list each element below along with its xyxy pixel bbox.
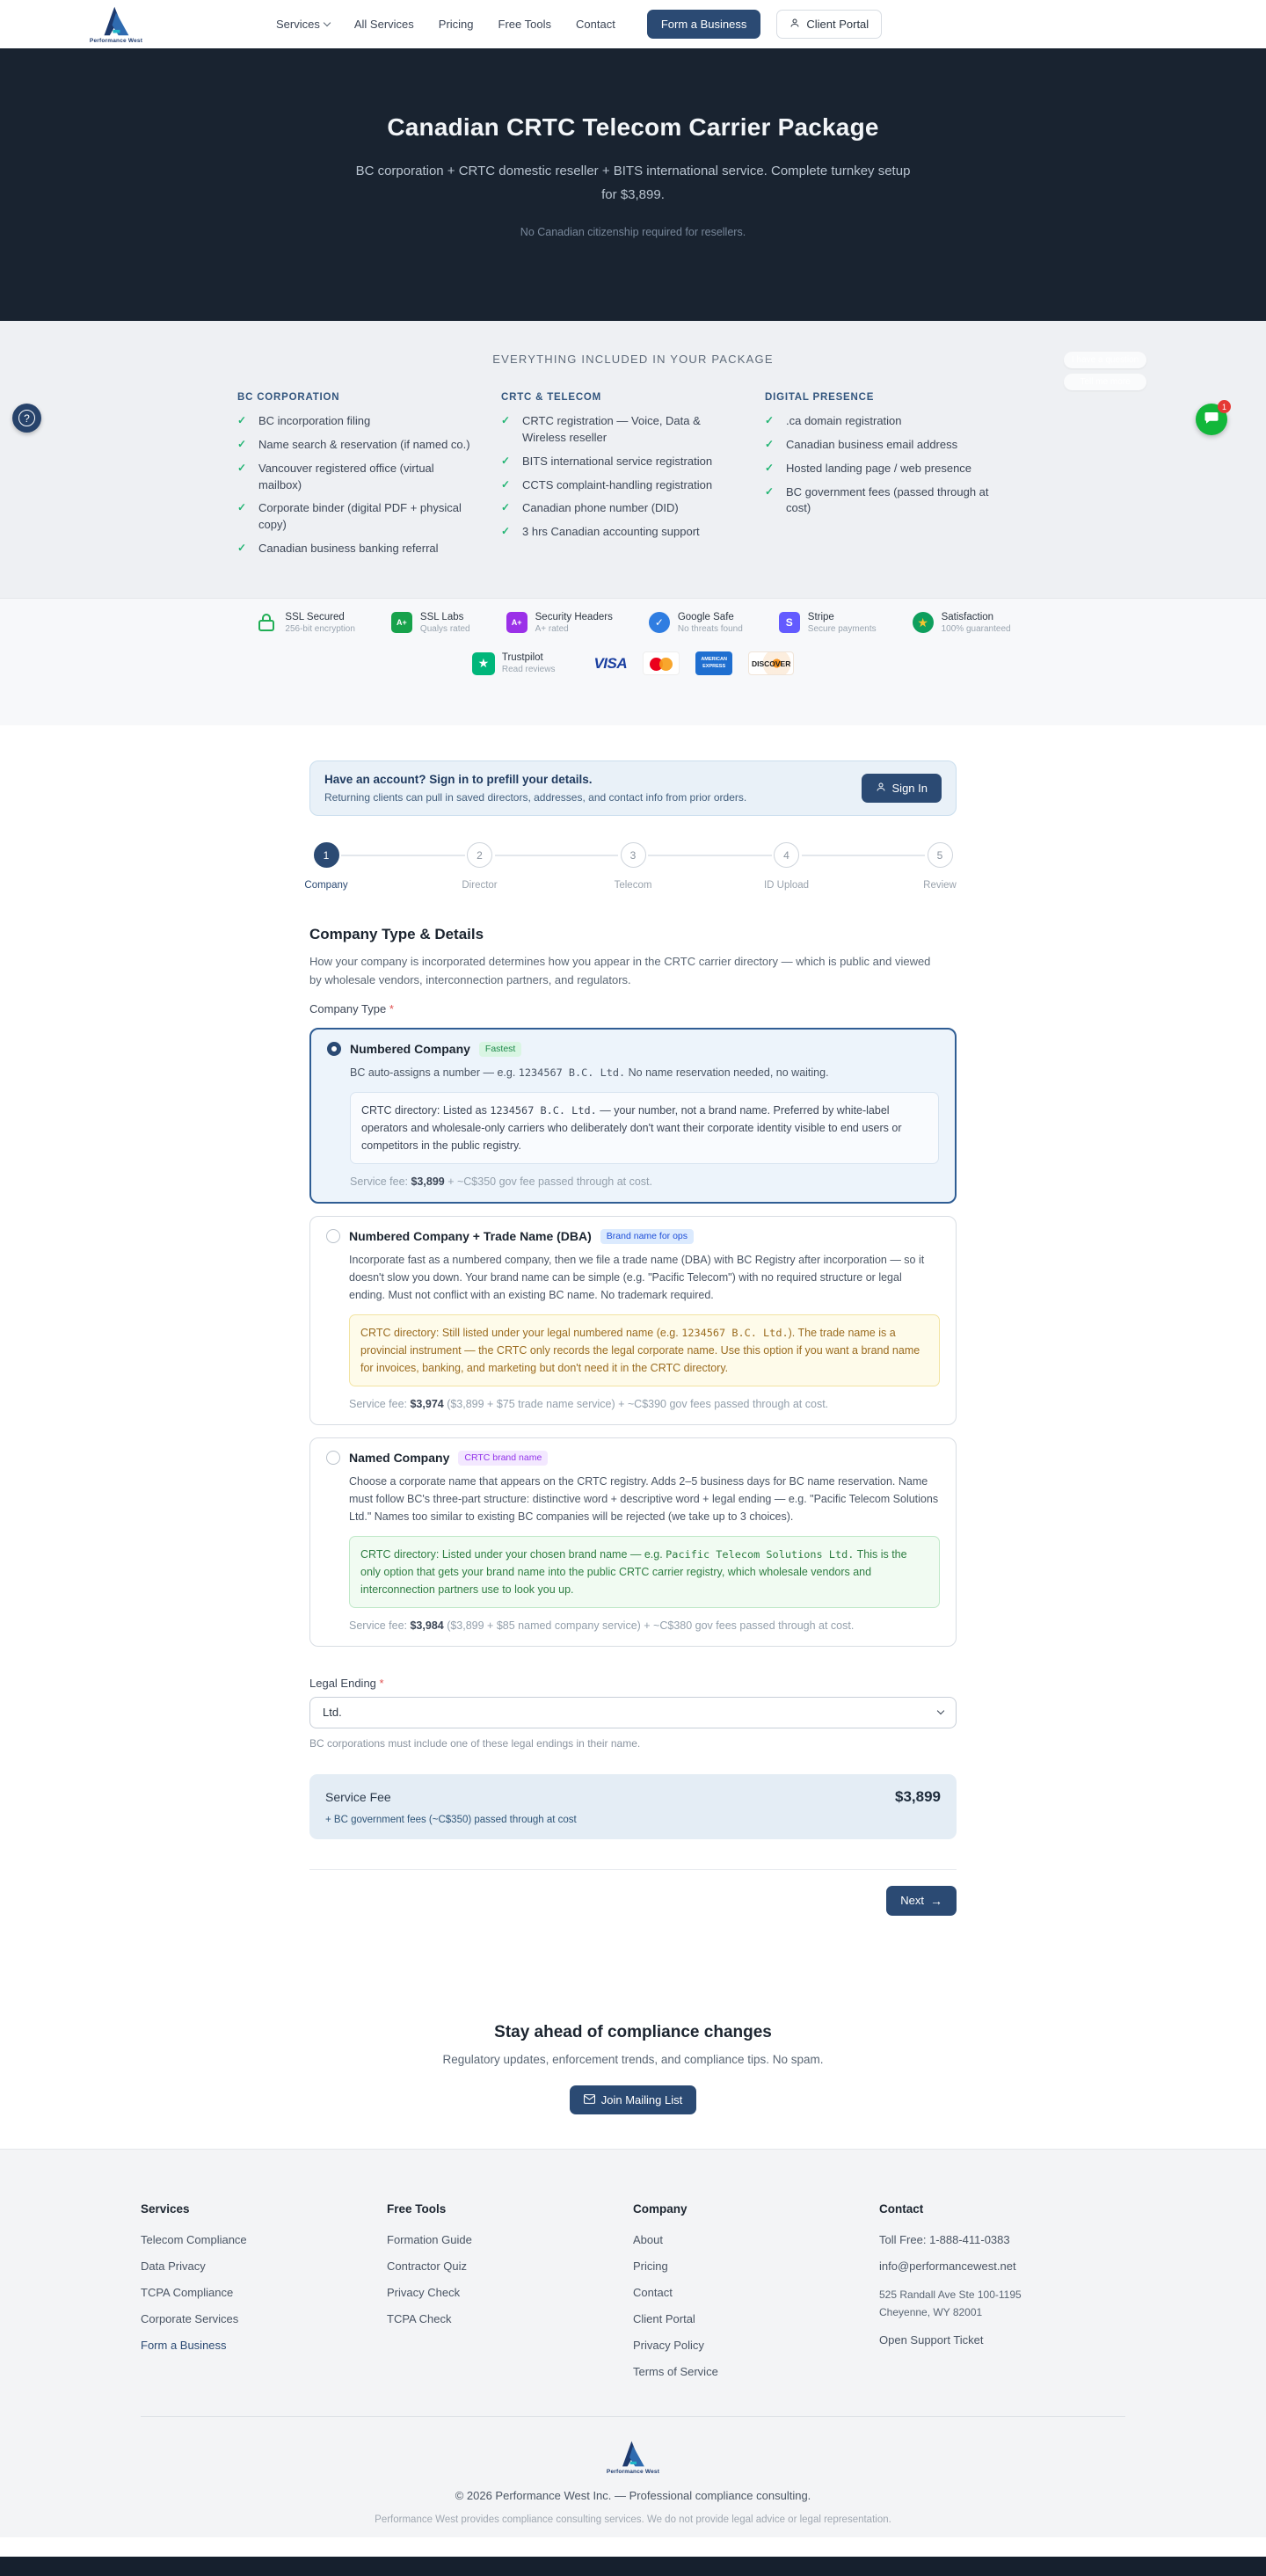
fastest-badge: Fastest (479, 1042, 521, 1057)
footer-column-services: Services Telecom Compliance Data Privacy TCPA Compliance Corporate Services Form a Business (141, 2202, 387, 2391)
list-item: ✓ BC incorporation filing (237, 414, 371, 427)
nav-free-tools[interactable]: Free Tools (498, 18, 551, 31)
nav-pricing[interactable]: Pricing (438, 18, 474, 31)
company-type-label: Company Type * (309, 1001, 394, 1015)
nav-contact[interactable]: Contact (576, 18, 615, 31)
footer-link-tcpa-compliance[interactable]: TCPA Compliance (141, 2285, 234, 2299)
footer-phone-link[interactable]: Toll Free: 1-888-411-0383 (879, 2232, 1010, 2246)
brand-name-for-ops-badge: Brand name for ops (600, 1229, 694, 1244)
nav-services[interactable]: Services (276, 18, 330, 31)
proactive-chat-prompts (1064, 352, 1146, 390)
footer-column-contact: Contact Toll Free: 1-888-411-0383 info@performancewest.net 525 Randall Ave Ste 100-1195 Cheyenne, WY 82001 Open Support Ticket (879, 2202, 1125, 2391)
check-icon: ✓ (501, 454, 511, 467)
option-numbered-plus-dba[interactable]: Numbered Company + Trade Name (DBA) Brand name for ops Incorporate fast as a numbered company, then we file a trade name (DBA) with BC Registry after incorporation — so it doesn't slow you down. Your brand name can be simple (e.g. "Pacific Telecom") with no required structure or legal ending. Must not conflict with an existing BC name. No trademark required. CRTC directory: Still listed under your legal numbered name (e.g. 1234567 B.C. Ltd.). The trade name is a provincial instrument — the CRTC only records the legal corporate name. Use this option if you want a brand name for invoices, banking, and marketing but don't need it in the CRTC directory. Service fee: $3,974 ($3,899 + $75 trade name service) + ~C$390 gov fees passed through at cost. (309, 1216, 957, 1425)
amex-logo: AMERICAN EXPRESS (695, 651, 732, 675)
nav-all-services[interactable]: All Services (353, 18, 414, 31)
step-connector (341, 855, 465, 856)
logo-mountain-icon (99, 5, 133, 37)
envelope-icon (584, 2093, 595, 2107)
footer-support-ticket-link[interactable]: Open Support Ticket (879, 2332, 984, 2347)
footer-link-client-portal[interactable]: Client Portal (633, 2311, 695, 2325)
check-icon: ✓ (501, 477, 511, 491)
step-connector (648, 855, 772, 856)
footer-link-terms-of-service[interactable]: Terms of Service (633, 2364, 718, 2378)
badge-ssl-labs: A+ SSL Labs Qualys rated (390, 611, 470, 634)
service-fee-line: Service fee: $3,974 ($3,899 + $75 trade name service) + ~C$390 gov fees passed through at cost. (349, 1397, 829, 1410)
step-telecom[interactable]: 3 Telecom (618, 842, 648, 891)
question-mark-icon: ? (18, 410, 35, 426)
legal-ending-select[interactable]: Ltd. (309, 1697, 957, 1728)
list-item: ✓ CCTS complaint-handling registration (501, 477, 713, 491)
person-icon (789, 18, 800, 31)
chat-button[interactable] (1196, 404, 1227, 435)
check-icon: ✓ (501, 414, 511, 426)
radio-selected-icon[interactable] (327, 1042, 341, 1056)
footer-link-telecom-compliance[interactable]: Telecom Compliance (141, 2232, 247, 2246)
signin-title: Have an account? Sign in to prefill your details. (324, 773, 593, 786)
step-review[interactable]: 5 Review (925, 842, 955, 891)
crtc-directory-note: CRTC directory: Listed as 1234567 B.C. Ltd. — your number, not a brand name. Preferred by white-label operators and wholesale-only carriers who deliberately don't want their corporate identity visible to end users or competitors in the public registry. (350, 1092, 939, 1164)
service-fee-label: Service Fee (325, 1789, 391, 1804)
check-icon: ✓ (765, 484, 775, 498)
chevron-down-icon (324, 19, 331, 26)
radio-unselected-icon[interactable] (326, 1451, 340, 1465)
footer-link-privacy-policy[interactable]: Privacy Policy (633, 2338, 704, 2352)
check-icon: ✓ (237, 437, 247, 450)
page-title: Canadian CRTC Telecom Carrier Package (387, 113, 879, 141)
join-mailing-list-button[interactable]: Join Mailing List (570, 2085, 697, 2114)
service-fee-amount: $3,899 (895, 1787, 941, 1805)
bottom-accent-bar (0, 2557, 1266, 2576)
list-item: ✓ 3 hrs Canadian accounting support (501, 525, 700, 539)
crtc-directory-note: CRTC directory: Listed under your chosen brand name — e.g. Pacific Telecom Solutions Ltd. This is the only option that gets your brand name into the public CRTC carrier registry, which wholesale vendors and interconnection partners use to look you up. (349, 1536, 940, 1608)
help-button[interactable] (12, 404, 41, 433)
check-icon: ✓ (765, 414, 775, 426)
footer-link-privacy-check[interactable]: Privacy Check (387, 2285, 461, 2299)
badge-stripe: S Stripe Secure payments (778, 611, 877, 634)
footer-link-contact[interactable]: Contact (633, 2285, 673, 2299)
mastercard-logo (643, 651, 680, 675)
trustpilot-badge[interactable]: ★ Trustpilot Read reviews (472, 652, 556, 675)
main-nav (276, 18, 615, 31)
service-fee-line: Service fee: $3,984 ($3,899 + $85 named company service) + ~C$380 gov fees passed through at cost. (349, 1619, 855, 1632)
order-form-section (0, 725, 1266, 1977)
footer-link-form-a-business[interactable]: Form a Business (141, 2338, 227, 2352)
client-portal-button[interactable]: Client Portal (776, 10, 882, 39)
check-icon: ✓ (237, 461, 247, 474)
check-icon: ✓ (501, 525, 511, 538)
footer-address: 525 Randall Ave Ste 100-1195 Cheyenne, WY 82001 (879, 2288, 1022, 2319)
visa-logo: VISA (593, 654, 628, 672)
included-heading: EVERYTHING INCLUDED IN YOUR PACKAGE (492, 353, 774, 366)
signin-banner (309, 760, 957, 816)
list-item: ✓ Canadian business email address (765, 437, 958, 451)
badge-security-headers: A+ Security Headers A+ rated (506, 611, 613, 634)
form-description: How your company is incorporated determines how you appear in the CRTC carrier directory — which is public and viewed by wholesale vendors, interconnection partners, and regulators. (309, 955, 931, 987)
arrow-right-icon: → (930, 1893, 942, 1908)
list-item: ✓ .ca domain registration (765, 414, 902, 427)
footer-email-link[interactable]: info@performancewest.net (879, 2259, 1016, 2273)
check-icon: ✓ (765, 461, 775, 474)
stripe-icon: S (779, 612, 800, 633)
list-item: ✓ Hosted landing page / web presence (765, 461, 972, 475)
a-plus-icon: A+ (391, 612, 412, 633)
list-item: ✓ CRTC registration — Voice, Data & Wireless reseller (501, 414, 701, 444)
brand-name: Performance West (606, 2468, 660, 2475)
brand-name: Performance West (89, 37, 143, 44)
sign-in-button[interactable]: Sign In (862, 774, 942, 803)
footer-link-about[interactable]: About (633, 2232, 663, 2246)
next-button[interactable]: Next → (886, 1886, 957, 1916)
a-plus-icon: A+ (506, 612, 528, 633)
chevron-down-icon (937, 1707, 944, 1714)
step-connector (802, 855, 926, 856)
list-item: ✓ Vancouver registered office (virtual mailbox) (237, 461, 434, 491)
newsletter-section (0, 1977, 1266, 2149)
list-item: ✓ Canadian business banking referral (237, 542, 439, 556)
brand-logo[interactable] (88, 5, 144, 44)
option-description: BC auto-assigns a number — e.g. 1234567 B.C. Ltd. No name reservation needed, no waiting. (350, 1066, 829, 1079)
star-circle-icon: ★ (913, 612, 934, 633)
lock-icon (255, 611, 278, 634)
chat-prompt-question[interactable]: I have a question (1064, 352, 1146, 368)
service-fee-line: Service fee: $3,899 + ~C$350 gov fee passed through at cost. (350, 1175, 652, 1188)
trust-bar (0, 598, 1266, 725)
service-fee-panel (309, 1774, 957, 1839)
step-director[interactable]: 2 Director (465, 842, 495, 891)
signin-subtitle: Returning clients can pull in saved directors, addresses, and contact info from prior orders. (324, 791, 747, 804)
footer-column-free-tools: Free Tools Formation Guide Contractor Quiz Privacy Check TCPA Check (387, 2202, 633, 2391)
site-footer (0, 2149, 1266, 2537)
payment-strip (0, 651, 1266, 675)
progress-stepper (304, 842, 957, 891)
footer-link-data-privacy[interactable]: Data Privacy (141, 2259, 206, 2273)
footer-link-formation-guide[interactable]: Formation Guide (387, 2232, 472, 2246)
list-item: ✓ BC government fees (passed through at cost) (765, 484, 989, 515)
logo-mountain-icon (618, 2440, 648, 2468)
included-grid (237, 392, 1029, 564)
check-circle-icon: ✓ (649, 612, 670, 633)
discover-logo: DISCOVER (748, 651, 794, 675)
form-heading: Company Type & Details (309, 926, 484, 942)
step-company[interactable]: 1 Company (311, 842, 341, 891)
hero-note: No Canadian citizenship required for resellers. (520, 226, 746, 238)
list-item: ✓ Corporate binder (digital PDF + physical copy) (237, 501, 462, 532)
check-icon: ✓ (237, 542, 247, 555)
option-description: Choose a corporate name that appears on the CRTC registry. Adds 2–5 business days for BC name reservation. Name must follow BC's three-part structure: distinctive word + descriptive word + legal ending — e.g. "Pacific Telecom Solutions Ltd." Names too similar to existing BC companies will be rejected (we take up to 3 choices). (349, 1474, 939, 1523)
site-header (0, 0, 1266, 48)
option-numbered-company[interactable]: Numbered Company Fastest BC auto-assigns a number — e.g. 1234567 B.C. Ltd. No name reservation needed, no waiting. CRTC directory: Listed as 1234567 B.C. Ltd. — your number, not a brand name. Preferred by white-label operators and wholesale-only carriers who deliberately don't want their corporate identity visible to end users or competitors in the public registry. Service fee: $3,899 + ~C$350 gov fee passed through at cost. (309, 1028, 957, 1204)
step-id-upload[interactable]: 4 ID Upload (772, 842, 802, 891)
radio-unselected-icon[interactable] (326, 1229, 340, 1243)
legal-ending-help: BC corporations must include one of these legal endings in their name. (309, 1736, 641, 1750)
footer-link-tcpa-check[interactable]: TCPA Check (387, 2311, 452, 2325)
included-column-digital-presence: DIGITAL PRESENCE ✓ .ca domain registration ✓ Canadian business email address ✓ Hosted landing page / web presence ✓ BC government fees (passed through at cost) (765, 392, 1011, 564)
trustpilot-star-icon: ★ (472, 652, 495, 675)
option-description: Incorporate fast as a numbered company, then we file a trade name (DBA) with BC Registry after incorporation — so it doesn't slow you down. Your brand name can be simple (e.g. "Pacific Telecom") with no required structure or legal ending. Must not conflict with an existing BC name. No trademark required. (349, 1253, 925, 1301)
unread-badge: 1 (1218, 400, 1231, 413)
chat-prompt-tell-me-more[interactable]: Tell me more (1064, 374, 1146, 390)
form-a-business-button[interactable]: Form a Business (647, 10, 761, 39)
footer-link-corporate-services[interactable]: Corporate Services (141, 2311, 239, 2325)
hero-section (0, 48, 1266, 321)
form-divider (309, 1869, 957, 1870)
chat-bubble-icon (1204, 410, 1219, 430)
crtc-brand-name-badge: CRTC brand name (458, 1451, 548, 1466)
check-icon: ✓ (501, 501, 511, 514)
disclaimer-text: Performance West provides compliance consulting services. We do not provide legal advice or legal representation. (375, 2514, 891, 2525)
list-item: ✓ Name search & reservation (if named co.) (237, 437, 470, 451)
step-connector (495, 855, 619, 856)
check-icon: ✓ (237, 501, 247, 514)
newsletter-heading: Stay ahead of compliance changes (494, 2022, 772, 2041)
copyright-text: © 2026 Performance West Inc. — Professional compliance consulting. (455, 2488, 811, 2502)
footer-link-pricing[interactable]: Pricing (633, 2259, 668, 2273)
included-column-crtc-telecom: CRTC & TELECOM ✓ CRTC registration — Voice, Data & Wireless reseller ✓ BITS international service registration ✓ CCTS complaint-handling registration ✓ Canadian phone number (DID) ✓ 3 hrs Canadian accounting support (501, 392, 747, 564)
footer-logo (605, 2440, 661, 2475)
trust-badges (0, 611, 1266, 634)
list-item: ✓ Canadian phone number (DID) (501, 501, 679, 515)
footer-column-company: Company About Pricing Contact Client Portal Privacy Policy Terms of Service (633, 2202, 879, 2391)
badge-ssl-secured: SSL Secured 256-bit encryption (255, 611, 355, 634)
included-column-bc-corporation: BC CORPORATION ✓ BC incorporation filing ✓ Name search & reservation (if named co.) ✓ Vancouver registered office (virtual mailbox) ✓ Corporate binder (digital PDF + physical copy) ✓ Canadian business banking referral (237, 392, 484, 564)
service-fee-note: + BC government fees (~C$350) passed through at cost (325, 1814, 577, 1825)
badge-google-safe: ✓ Google Safe No threats found (648, 611, 743, 634)
check-icon: ✓ (765, 437, 775, 450)
newsletter-subtitle: Regulatory updates, enforcement trends, and compliance tips. No spam. (442, 2052, 824, 2066)
badge-satisfaction: ★ Satisfaction 100% guaranteed (912, 611, 1011, 634)
person-icon (876, 782, 886, 795)
footer-link-contractor-quiz[interactable]: Contractor Quiz (387, 2259, 468, 2273)
hero-subtitle: BC corporation + CRTC domestic reseller + BITS international service. Complete turnkey setup for $3,899. (355, 164, 911, 202)
legal-ending-label: Legal Ending * (309, 1676, 384, 1690)
check-icon: ✓ (237, 414, 247, 426)
crtc-directory-note: CRTC directory: Still listed under your legal numbered name (e.g. 1234567 B.C. Ltd.). The trade name is a provincial instrument — the CRTC only records the legal corporate name. Use this option if you want a brand name for invoices, banking, and marketing but don't need it in the CRTC directory. (349, 1314, 940, 1386)
list-item: ✓ BITS international service registration (501, 454, 713, 468)
option-named-company[interactable]: Named Company CRTC brand name Choose a corporate name that appears on the CRTC registry. Adds 2–5 business days for BC name reservation. Name must follow BC's three-part structure: distinctive word + descriptive word + legal ending — e.g. "Pacific Telecom Solutions Ltd." Names too similar to existing BC companies will be rejected (we take up to 3 choices). CRTC directory: Listed under your chosen brand name — e.g. Pacific Telecom Solutions Ltd. This is the only option that gets your brand name into the public CRTC carrier registry, which wholesale vendors and interconnection partners use to look you up. Service fee: $3,984 ($3,899 + $85 named company service) + ~C$380 gov fees passed through at cost. (309, 1437, 957, 1647)
